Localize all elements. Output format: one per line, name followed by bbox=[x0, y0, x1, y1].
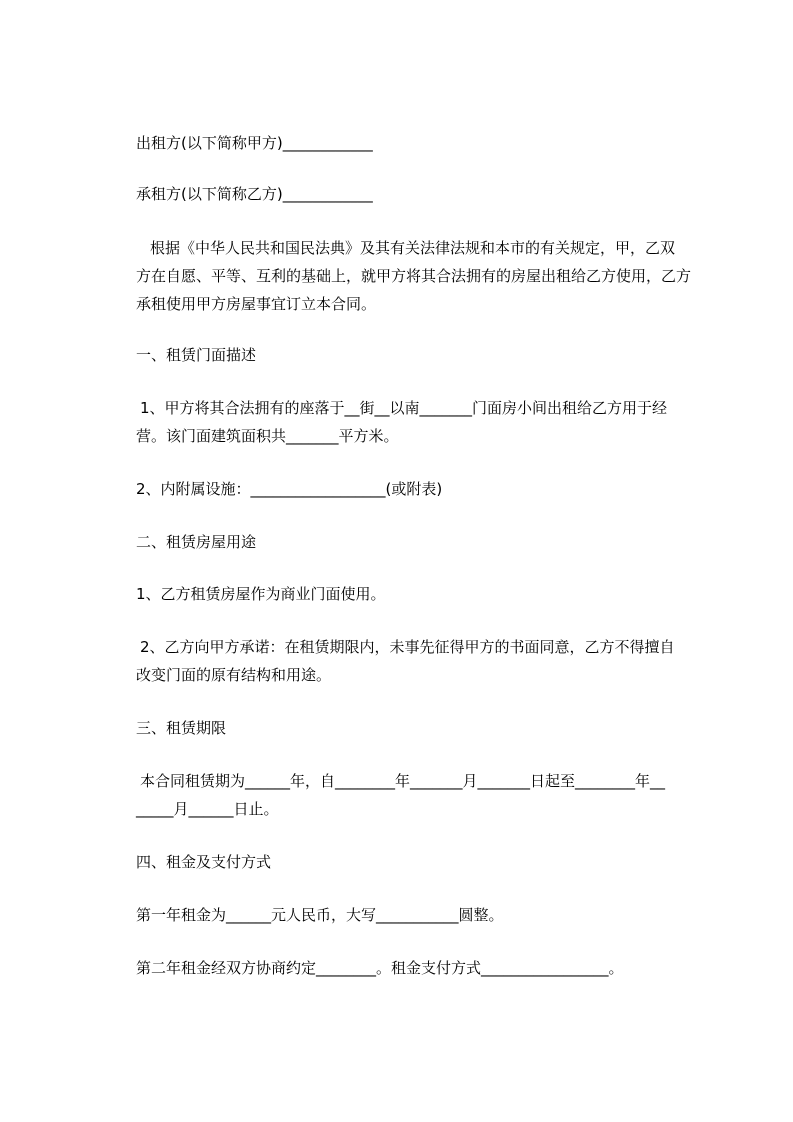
rent-year-2: 第二年租金经双方协商约定________。租金支付方式_________________。 bbox=[136, 959, 624, 977]
section-4-heading: 四、租金及支付方式 bbox=[136, 853, 272, 871]
lessee-line: 承租方(以下简称乙方)____________ bbox=[136, 185, 373, 203]
term-line-1: 本合同租赁期为______年，自________年_______月_______日起至________年__ bbox=[140, 772, 666, 790]
clause-1-2: 2、内附属设施：__________________(或附表) bbox=[136, 480, 443, 498]
preamble-line-1: 根据《中华人民共和国民法典》及其有关法律法规和本市的有关规定，甲，乙双 bbox=[150, 239, 676, 257]
clause-1-1-line-1: 1、甲方将其合法拥有的座落于__街__以南_______门面房小间出租给乙方用于经 bbox=[140, 399, 668, 417]
rent-year-1: 第一年租金为______元人民币，大写___________圆整。 bbox=[136, 906, 504, 924]
section-3-heading: 三、租赁期限 bbox=[136, 719, 227, 737]
preamble-line-3: 承租使用甲方房屋事宜订立本合同。 bbox=[136, 295, 377, 313]
term-line-2: _____月______日止。 bbox=[136, 800, 279, 818]
section-1-heading: 一、租赁门面描述 bbox=[136, 346, 257, 364]
clause-1-1-line-2: 营。该门面建筑面积共_______平方米。 bbox=[136, 427, 399, 445]
preamble-line-2: 方在自愿、平等、互利的基础上，就甲方将其合法拥有的房屋出租给乙方使用，乙方 bbox=[136, 267, 692, 285]
section-2-heading: 二、租赁房屋用途 bbox=[136, 533, 257, 551]
clause-2-2-line-2: 改变门面的原有结构和用途。 bbox=[136, 666, 332, 684]
clause-2-2-line-1: 2、乙方向甲方承诺：在租赁期限内，未事先征得甲方的书面同意，乙方不得擅自 bbox=[140, 638, 675, 656]
clause-2-1: 1、乙方租赁房屋作为商业门面使用。 bbox=[136, 585, 386, 603]
lessor-line: 出租方(以下简称甲方)____________ bbox=[136, 134, 373, 152]
